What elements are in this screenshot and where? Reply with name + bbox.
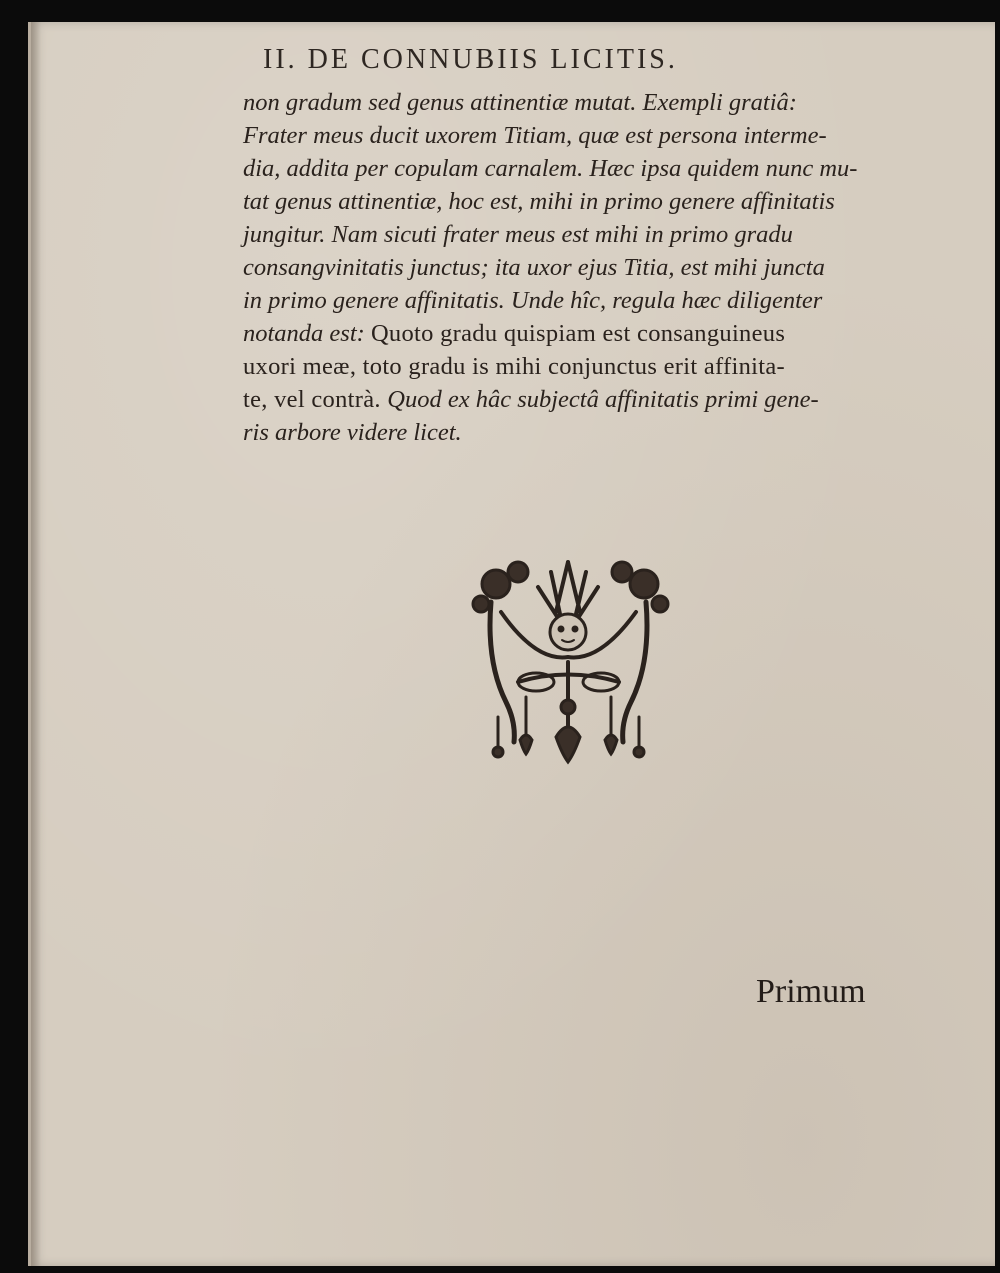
italic-text-run: jungitur. Nam sicuti frater meus est mihi in primo gradu [243, 221, 793, 248]
italic-text-run: notanda est: [243, 320, 371, 347]
text-line [243, 119, 893, 152]
italic-text-run: tat genus attinentiæ, hoc est, mihi in primo genere affinitatis [243, 188, 835, 215]
text-line [243, 416, 893, 449]
body-text [243, 86, 893, 449]
book-page [28, 22, 995, 1266]
italic-text-run: consangvinitatis junctus; ita uxor ejus Titia, est mihi juncta [243, 254, 825, 281]
text-line [243, 218, 893, 251]
italic-text-run: in primo genere affinitatis. Unde hîc, regula hæc diligenter [243, 287, 823, 314]
italic-text-run: Quod ex hâc subjectâ affinitatis primi gene- [387, 386, 819, 413]
text-line [243, 251, 893, 284]
running-head: II. DE CONNUBIIS LICITIS. [263, 44, 678, 75]
roman-text-run: uxori meæ, toto gradu is mihi conjunctus erit affinita- [243, 353, 786, 380]
italic-text-run: dia, addita per copulam carnalem. Hæc ipsa quidem nunc mu- [243, 155, 858, 182]
text-line [243, 86, 893, 119]
text-line [243, 350, 893, 383]
italic-text-run: non gradum sed genus attinentiæ mutat. Exempli gratiâ: [243, 89, 797, 116]
roman-text-run: te, vel contrà. [243, 386, 388, 413]
roman-text-run: Quoto gradu quispiam est consanguineus [370, 320, 786, 347]
text-line [243, 152, 893, 185]
page-gutter-shadow [31, 22, 41, 1266]
italic-text-run: Frater meus ducit uxorem Titiam, quæ est persona interme- [243, 122, 827, 149]
ornament-cherub-festoon [456, 542, 681, 772]
text-line [243, 383, 893, 416]
italic-text-run: ris arbore videre licet. [243, 419, 462, 446]
text-line [243, 185, 893, 218]
text-line [243, 317, 893, 350]
text-line [243, 284, 893, 317]
catchword: Primum [756, 973, 866, 1010]
